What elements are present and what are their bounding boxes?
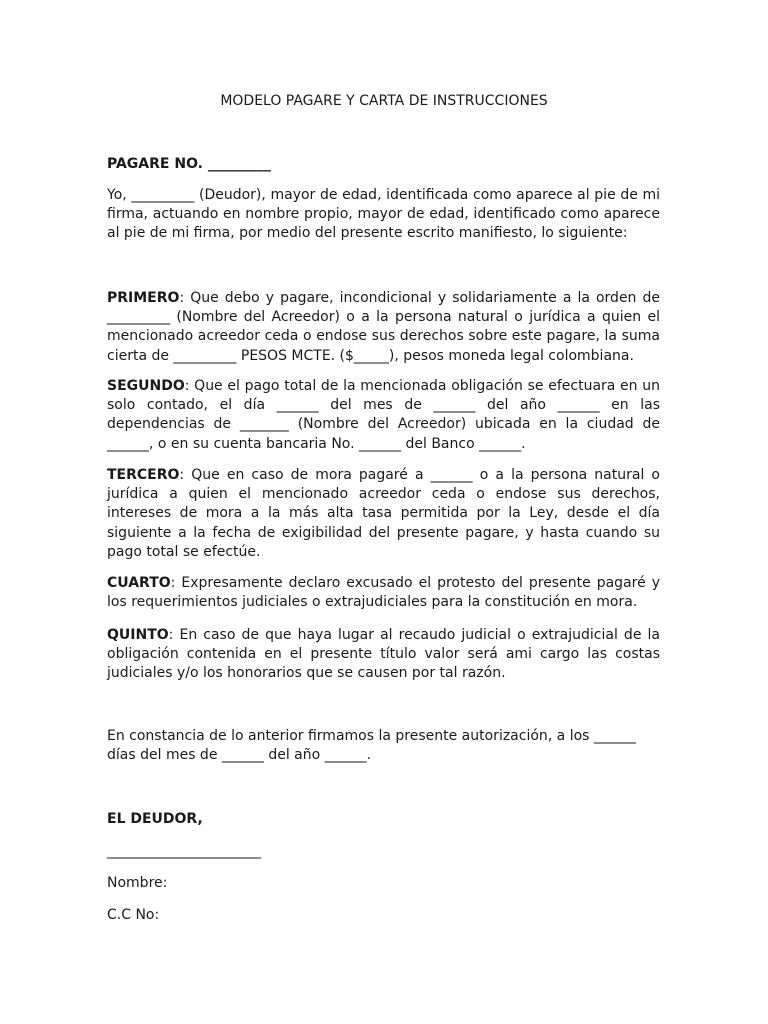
clause-text: : Que el pago total de la mencionada obligación se efectuara en un solo contado, el día ______ del mes de ______ del año ______ en las dependencias de _______ (Nombre del Acreedor) ubicada en la ciudad de ______, o en su cuenta bancaria No. ______ del Banco ______.: [107, 378, 660, 452]
closing-paragraph: En constancia de lo anterior firmamos la presente autorización, a los ______ días del mes de ______ del año ______.: [107, 728, 636, 764]
clause-quinto: [107, 626, 660, 684]
clause-label: PRIMERO: [107, 290, 180, 306]
clause-text: : Que debo y pagare, incondicional y solidariamente a la orden de _________ (Nombre del Acreedor) o a la persona natural o jurídica a quien el mencionado acreedor ceda o endose sus derechos sobre este pagare, la suma cierta de _________ PESOS MCTE. ($_____), pesos moneda legal colombiana.: [107, 290, 660, 364]
pagare-number-text: PAGARE NO. _________: [107, 156, 271, 172]
clause-text: : Expresamente declaro excusado el protesto del presente pagaré y los requerimientos judiciales o extrajudiciales para la constitución en mora.: [107, 575, 660, 611]
clause-primero: [107, 289, 660, 366]
debtor-label: [107, 810, 660, 829]
clause-label: CUARTO: [107, 575, 171, 591]
clause-text: : Que en caso de mora pagaré a ______ o a la persona natural o jurídica a quien el mencionado acreedor ceda o endose sus derechos, intereses de mora a la más alta tasa permitida por la Ley, desde el día siguiente a la fecha de exigibilidad del presente pagare, y hasta cuando su pago total se efectúe.: [107, 467, 660, 560]
debtor-label-text: EL DEUDOR,: [107, 811, 203, 827]
clause-label: SEGUNDO: [107, 378, 185, 394]
id-label: C.C No:: [107, 907, 160, 923]
clause-label: TERCERO: [107, 467, 180, 483]
clause-text: : En caso de que haya lugar al recaudo judicial o extrajudicial de la obligación contenida en el presente título valor será ami cargo las costas judiciales y/o los honorarios que se causen por tal razón.: [107, 627, 660, 682]
pagare-number: [107, 155, 660, 174]
document-title: MODELO PAGARE Y CARTA DE INSTRUCCIONES: [220, 93, 548, 109]
signature-line: ______________________: [107, 843, 261, 859]
clause-label: QUINTO: [107, 627, 169, 643]
name-label: Nombre:: [107, 875, 168, 891]
clause-tercero: [107, 466, 660, 562]
clause-cuarto: [107, 574, 660, 612]
intro-paragraph: Yo, _________ (Deudor), mayor de edad, identificada como aparece al pie de mi firma, actuando en nombre propio, mayor de edad, identificado como aparece al pie de mi firma, por medio del presente escrito manifiesto, lo siguiente:: [107, 187, 660, 242]
clause-segundo: [107, 377, 660, 454]
